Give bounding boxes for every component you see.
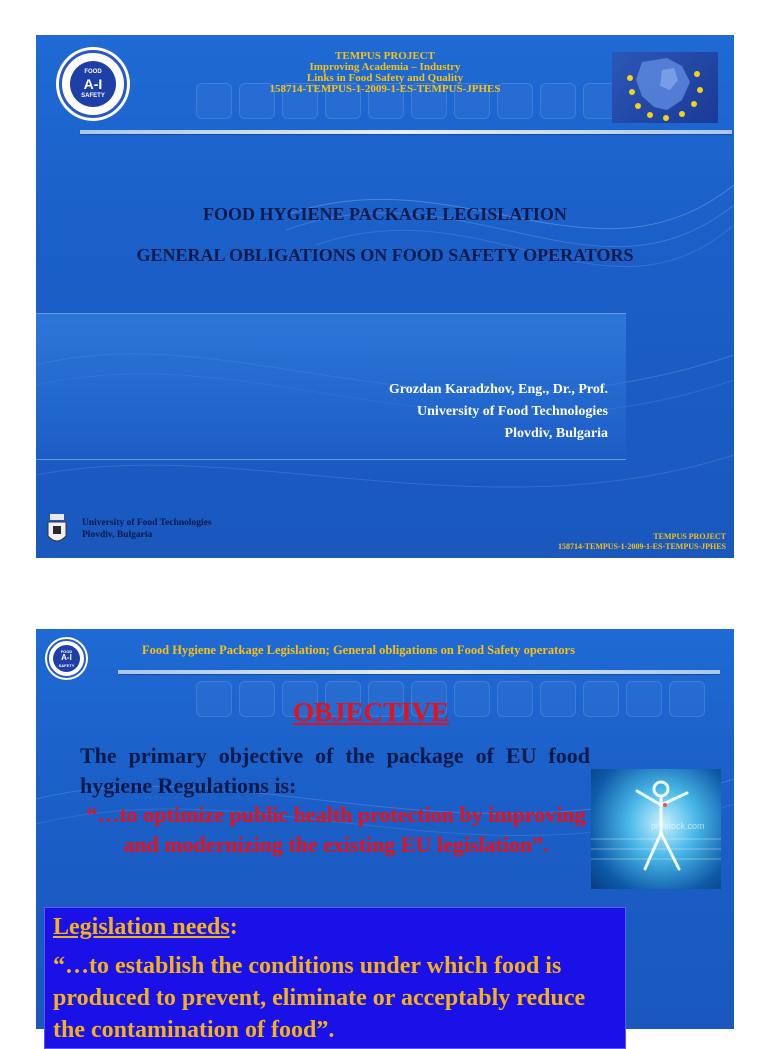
header-separator <box>118 670 720 674</box>
author-name: Grozdan Karadzhov, Eng., Dr., Prof. <box>388 382 608 397</box>
footer-project <box>558 532 726 552</box>
author-city: Plovdiv, Bulgaria <box>504 426 608 441</box>
header-line-3: Links in Food Safety and Quality <box>306 72 464 84</box>
slide-title-line-2: GENERAL OBLIGATIONS ON FOOD SAFETY OPERATORS <box>136 245 634 265</box>
logo-top-text: FOOD <box>60 649 73 654</box>
objective-body: The primary objective of the package of EU food hygiene Regulations is: <box>80 743 590 798</box>
header-line-1: TEMPUS PROJECT <box>335 50 435 62</box>
footer-university <box>82 517 212 541</box>
logo-main-text: A-I <box>61 653 72 662</box>
footer-project-line-2: 158714-TEMPUS-1-2009-1-ES-TEMPUS-JPHES <box>558 542 726 551</box>
footer-university-line-2: Plovdiv, Bulgaria <box>82 530 153 540</box>
logo-bottom-text: SAFETY <box>58 663 75 668</box>
logo-top-text: FOOD <box>84 69 102 75</box>
objective-slide <box>36 629 734 1043</box>
header-separator <box>80 130 732 134</box>
legislation-needs-box <box>44 907 626 1049</box>
legislation-needs-title: Legislation needs <box>53 914 230 940</box>
food-safety-logo <box>45 637 88 680</box>
slide-header: Food Hygiene Package Legislation; General obligations on Food Safety operators <box>142 643 575 657</box>
human-figure-image <box>591 769 721 889</box>
image-watermark: prestock.com <box>651 821 705 831</box>
legislation-needs-heading <box>53 914 238 941</box>
footer-project-line-1: TEMPUS PROJECT <box>653 532 726 541</box>
university-crest-icon <box>46 512 68 548</box>
author-panel <box>36 313 626 460</box>
eu-map-image <box>612 52 718 123</box>
logo-bottom-text: SAFETY <box>81 93 105 99</box>
objective-heading: OBJECTIVE <box>292 697 450 727</box>
author-affiliation: University of Food Technologies <box>417 404 608 419</box>
header-line-4: 158714-TEMPUS-1-2009-1-ES-TEMPUS-JPHES <box>269 83 501 95</box>
objective-quote: “…to optimize public health protection by improving and modernizing the existing EU legislation”. <box>86 802 586 857</box>
legislation-needs-colon: : <box>229 914 238 940</box>
legislation-needs-text: “…to establish the conditions under which food is produced to prevent, eliminate or acceptably reduce the contamination of food”. <box>53 953 586 1043</box>
slide-title-line-1: FOOD HYGIENE PACKAGE LEGISLATION <box>203 204 567 224</box>
footer-university-line-1: University of Food Technologies <box>82 518 212 528</box>
logo-main-text: A-I <box>83 76 103 92</box>
header-line-2: Improving Academia – Industry <box>309 61 461 73</box>
title-slide <box>36 35 734 558</box>
